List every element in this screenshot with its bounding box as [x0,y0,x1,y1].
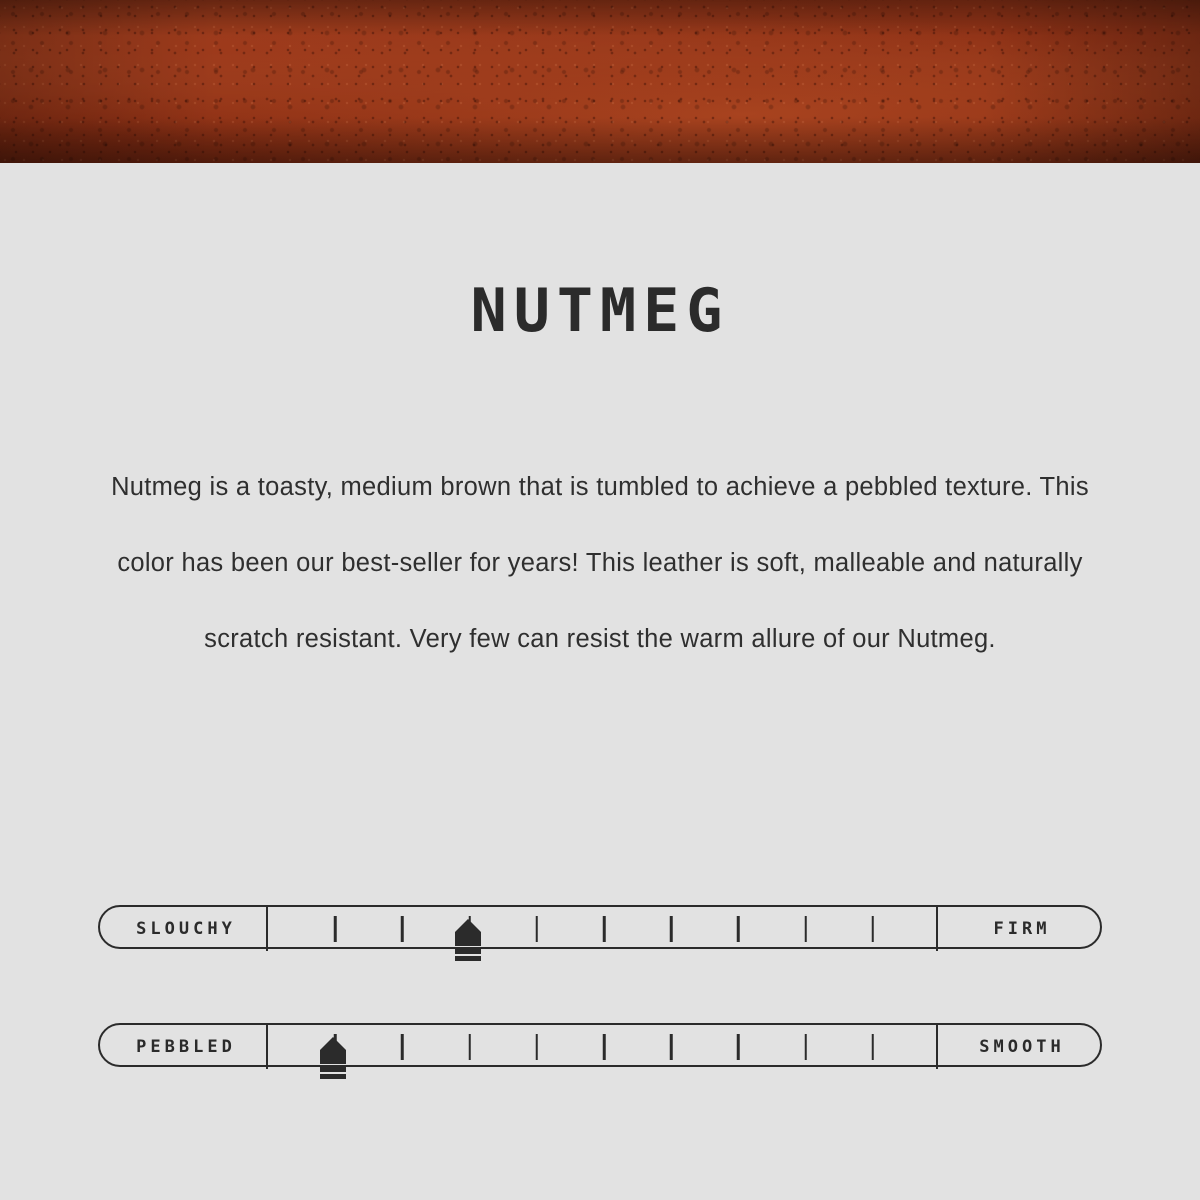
leather-swatch-image [0,0,1200,163]
color-description: Nutmeg is a toasty, medium brown that is tumbled to achieve a pebbled texture. This color has been our best-seller for years! This leather is soft, malleable and naturally scratch resistant. Very few can resist the warm allure of our Nutmeg. [111,473,1089,654]
scale-tick [603,916,606,942]
scale-tick [401,1034,404,1060]
leather-vignette [0,0,1200,163]
scale-tick [872,916,875,942]
scale-track[interactable] [98,905,1102,949]
scale-tick [737,916,740,942]
scale-texture[interactable] [98,1023,1102,1079]
scale-tick [670,916,673,942]
scale-tick [536,1034,539,1060]
scale-tick [334,916,337,942]
scale-track[interactable] [98,1023,1102,1067]
scale-tick [536,916,539,942]
scale-right-label: SMOOTH [936,1025,1100,1069]
scale-marker[interactable] [448,915,488,961]
scale-tick [670,1034,673,1060]
scale-tick [401,916,404,942]
scale-left-label: SLOUCHY [100,907,268,951]
scale-ticks [268,907,936,951]
scale-tick [468,1034,471,1060]
scale-marker[interactable] [313,1033,353,1079]
scale-tick [603,1034,606,1060]
page-title: NUTMEG [470,276,730,346]
scale-softness[interactable] [98,905,1102,961]
scale-ticks [268,1025,936,1069]
scale-tick [804,1034,807,1060]
scale-left-label: PEBBLED [100,1025,268,1069]
scale-right-label: FIRM [936,907,1100,951]
scale-tick [804,916,807,942]
attribute-scales [0,905,1200,1079]
scale-tick [872,1034,875,1060]
scale-tick [737,1034,740,1060]
